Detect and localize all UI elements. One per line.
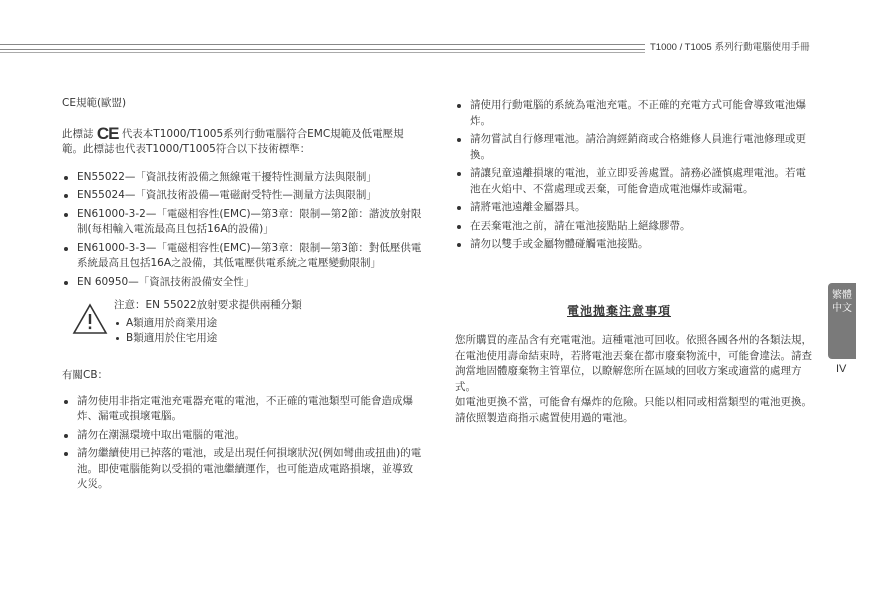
note-item: A類適用於商業用途	[114, 316, 414, 332]
section-body	[455, 333, 815, 426]
safety-item: 請勿以雙手或金屬物體碰觸電池接點。	[455, 237, 815, 253]
cb-item: 請勿在潮濕環境中取出電腦的電池。	[62, 428, 422, 444]
safety-item: 請讓兒童遠離損壞的電池，並立即妥善處置。請務必謹慎處理電池。若電池在火焰中、不當處理或丟棄，可能會造成電池爆炸或漏電。	[455, 166, 815, 197]
language-tab: 繁體中文	[828, 283, 856, 359]
ce-para-after: 代表本T1000/T1005系列行動電腦符合EMC規範及低電壓規範。此標誌也代表T1000/T1005符合以下技術標準：	[62, 127, 404, 155]
battery-safety-list	[455, 98, 815, 253]
standard-item: EN 60950—「資訊技術設備安全性」	[62, 275, 422, 291]
safety-item: 請勿嘗試自行修理電池。請洽詢經銷商或合格維修人員進行電池修理或更換。	[455, 132, 815, 163]
header-suffix: 系列行動電腦使用手冊	[711, 42, 810, 53]
running-header	[650, 39, 865, 53]
page-number: IV	[836, 363, 847, 375]
standards-list	[62, 170, 422, 291]
safety-item: 在丟棄電池之前，請在電池接點貼上絕緣膠帶。	[455, 219, 815, 235]
standard-item: EN61000-3-3—「電磁相容性(EMC)—第3章：限制—第3節：對低壓供電系統最高且包括16A之設備，其低電壓供電系統之電壓變動限制」	[62, 241, 422, 272]
warning-icon	[72, 303, 108, 335]
section-title: 電池拋棄注意事項	[567, 304, 672, 318]
cb-item: 請勿使用非指定電池充電器充電的電池，不正確的電池類型可能會造成爆炸、漏電或損壞電腦。	[62, 394, 422, 425]
left-column	[62, 96, 422, 496]
section-paragraph: 您所購買的產品含有充電電池。這種電池可回收。依照各國各州的各類法規，在電池使用壽命結束時，若將電池丟棄在都市廢棄物流中，可能會違法。請查詢當地固體廢棄物主管單位，以瞭解您所在區域的回收方案或適當的處理方式。	[455, 334, 812, 393]
cb-heading: 有關CB：	[62, 369, 109, 381]
standard-item: EN55022—「資訊技術設備之無線電干擾特性測量方法與限制」	[62, 170, 422, 186]
safety-item: 請將電池遠離金屬器具。	[455, 200, 815, 216]
header-rule-bottom	[0, 52, 645, 53]
standard-item: EN61000-3-2—「電磁相容性(EMC)—第3章：限制—第2節：諧波放射限制(每相輸入電流最高且包括16A的設備)」	[62, 207, 422, 238]
ce-mark-logo: CE	[96, 123, 119, 143]
header-model: T1000 / T1005	[650, 42, 712, 53]
standard-item: EN55024—「資訊技術設備—電磁耐受特性—測量方法與限制」	[62, 188, 422, 204]
header-rule-middle	[0, 49, 645, 50]
right-column	[455, 98, 815, 256]
safety-item: 請使用行動電腦的系統為電池充電。不正確的充電方式可能會導致電池爆炸。	[455, 98, 815, 129]
note-title: 注意：EN 55022放射要求提供兩種分類	[114, 299, 302, 311]
note-list	[114, 316, 414, 347]
note-item: B類適用於住宅用途	[114, 331, 414, 347]
section-paragraph: 如電池更換不當，可能會有爆炸的危險。只能以相同或相當類型的電池更換。請依照製造商指示處置使用過的電池。	[455, 396, 812, 424]
note-box	[62, 298, 422, 352]
header-rule-top	[0, 44, 645, 45]
cb-item: 請勿繼續使用已掉落的電池，或是出現任何損壞狀況(例如彎曲或扭曲)的電池。即使電腦能夠以受損的電池繼續運作，也可能造成電路損壞，並導致火災。	[62, 446, 422, 493]
cb-list	[62, 394, 422, 493]
ce-heading: CE規範(歐盟)	[62, 97, 127, 109]
ce-para-before: 此標誌	[62, 127, 94, 140]
ce-paragraph	[62, 123, 422, 158]
